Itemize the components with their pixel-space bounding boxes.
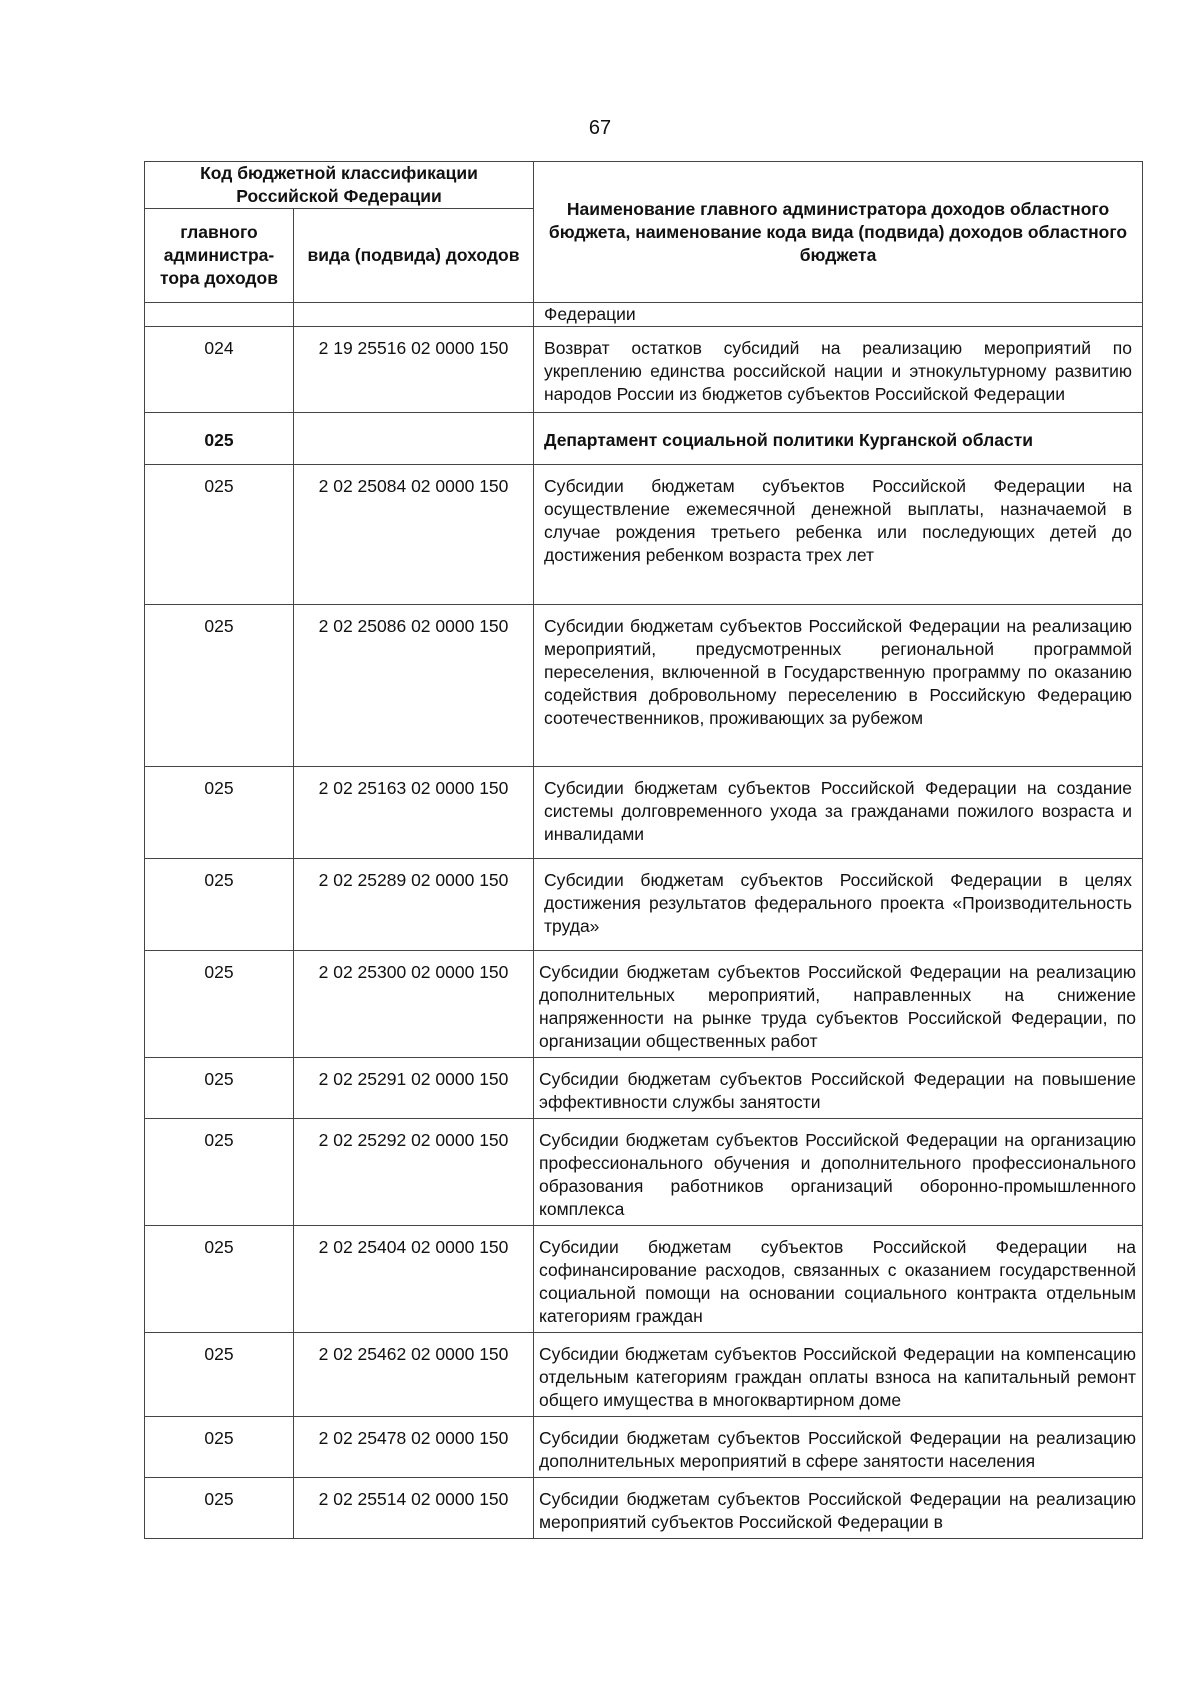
admin-code: 025	[145, 767, 294, 859]
income-name: Субсидии бюджетам субъектов Российской Федерации на реализацию мероприятий, предусмотренных региональной программой переселения, включенной в Государственную программу по оказанию содействия добровольному переселению в Российскую Федерацию соотечественников, проживающих за рубежом	[534, 605, 1143, 767]
income-name: Субсидии бюджетам субъектов Российской Федерации на реализацию дополнительных мероприятий в сфере занятости населения	[534, 1417, 1143, 1478]
header-group-title: Код бюджетной классификации Российской Федерации	[145, 162, 534, 209]
admin-code: 025	[145, 605, 294, 767]
table-row	[145, 767, 1143, 859]
admin-code: 025	[145, 1226, 294, 1333]
income-code: 2 02 25086 02 0000 150	[294, 605, 534, 767]
admin-code: 025	[145, 1417, 294, 1478]
header-name-column: Наименование главного администратора доходов областного бюджета, наименование кода вида (подвида) доходов областного бюджета	[534, 162, 1143, 303]
header-admin-column: главного администра-тора доходов	[145, 209, 294, 303]
income-code	[294, 413, 534, 465]
table-row	[145, 465, 1143, 605]
header-code-column: вида (подвида) доходов	[294, 209, 534, 303]
department-name: Департамент социальной политики Курганской области	[534, 413, 1143, 465]
admin-code: 025	[145, 413, 294, 465]
admin-code: 025	[145, 1478, 294, 1539]
continuation-row	[145, 303, 1143, 327]
income-code: 2 02 25292 02 0000 150	[294, 1119, 534, 1226]
income-code: 2 02 25163 02 0000 150	[294, 767, 534, 859]
table-row	[145, 951, 1143, 1058]
table-row	[145, 1333, 1143, 1417]
income-code: 2 02 25514 02 0000 150	[294, 1478, 534, 1539]
income-code: 2 02 25462 02 0000 150	[294, 1333, 534, 1417]
admin-code: 024	[145, 327, 294, 413]
admin-code: 025	[145, 859, 294, 951]
income-name: Субсидии бюджетам субъектов Российской Федерации на реализацию мероприятий субъектов Российской Федерации в	[534, 1478, 1143, 1539]
page-number: 67	[588, 117, 612, 139]
table-row	[145, 859, 1143, 951]
admin-code: 025	[145, 1333, 294, 1417]
income-name: Субсидии бюджетам субъектов Российской Федерации на компенсацию отдельным категориям граждан оплаты взноса на капитальный ремонт общего имущества в многоквартирном доме	[534, 1333, 1143, 1417]
table-row	[145, 327, 1143, 413]
income-code: 2 19 25516 02 0000 150	[294, 327, 534, 413]
income-code: 2 02 25300 02 0000 150	[294, 951, 534, 1058]
income-name: Субсидии бюджетам субъектов Российской Федерации на осуществление ежемесячной денежной выплаты, назначаемой в случае рождения третьего ребенка или последующих детей до достижения ребенком возраста трех лет	[534, 465, 1143, 605]
income-code: 2 02 25291 02 0000 150	[294, 1058, 534, 1119]
admin-code: 025	[145, 465, 294, 605]
income-name: Субсидии бюджетам субъектов Российской Федерации на софинансирование расходов, связанных с оказанием государственной социальной помощи на основании социального контракта отдельным категориям граждан	[534, 1226, 1143, 1333]
table-row	[145, 1058, 1143, 1119]
income-name: Возврат остатков субсидий на реализацию мероприятий по укреплению единства российской нации и этнокультурному развитию народов России из бюджетов субъектов Российской Федерации	[534, 327, 1143, 413]
income-code: 2 02 25289 02 0000 150	[294, 859, 534, 951]
table-row	[145, 1478, 1143, 1539]
table-row	[145, 1417, 1143, 1478]
budget-classification-table	[144, 161, 1143, 1539]
income-code: 2 02 25084 02 0000 150	[294, 465, 534, 605]
admin-code: 025	[145, 1119, 294, 1226]
income-code: 2 02 25404 02 0000 150	[294, 1226, 534, 1333]
income-name: Субсидии бюджетам субъектов Российской Федерации на организацию профессионального обучения и дополнительного профессионального образования работников организаций оборонно-промышленного комплекса	[534, 1119, 1143, 1226]
income-name: Субсидии бюджетам субъектов Российской Федерации на повышение эффективности службы занятости	[534, 1058, 1143, 1119]
admin-code: 025	[145, 951, 294, 1058]
table-row	[145, 1226, 1143, 1333]
table-row	[145, 1119, 1143, 1226]
income-name: Субсидии бюджетам субъектов Российской Федерации на реализацию дополнительных мероприятий, направленных на снижение напряженности на рынке труда субъектов Российской Федерации, по организации общественных работ	[534, 951, 1143, 1058]
continuation-text: Федерации	[534, 303, 1143, 327]
income-name: Субсидии бюджетам субъектов Российской Федерации на создание системы долговременного ухода за гражданами пожилого возраста и инвалидами	[534, 767, 1143, 859]
table-row	[145, 605, 1143, 767]
admin-code: 025	[145, 1058, 294, 1119]
department-row	[145, 413, 1143, 465]
income-name: Субсидии бюджетам субъектов Российской Федерации в целях достижения результатов федерального проекта «Производительность труда»	[534, 859, 1143, 951]
income-code: 2 02 25478 02 0000 150	[294, 1417, 534, 1478]
